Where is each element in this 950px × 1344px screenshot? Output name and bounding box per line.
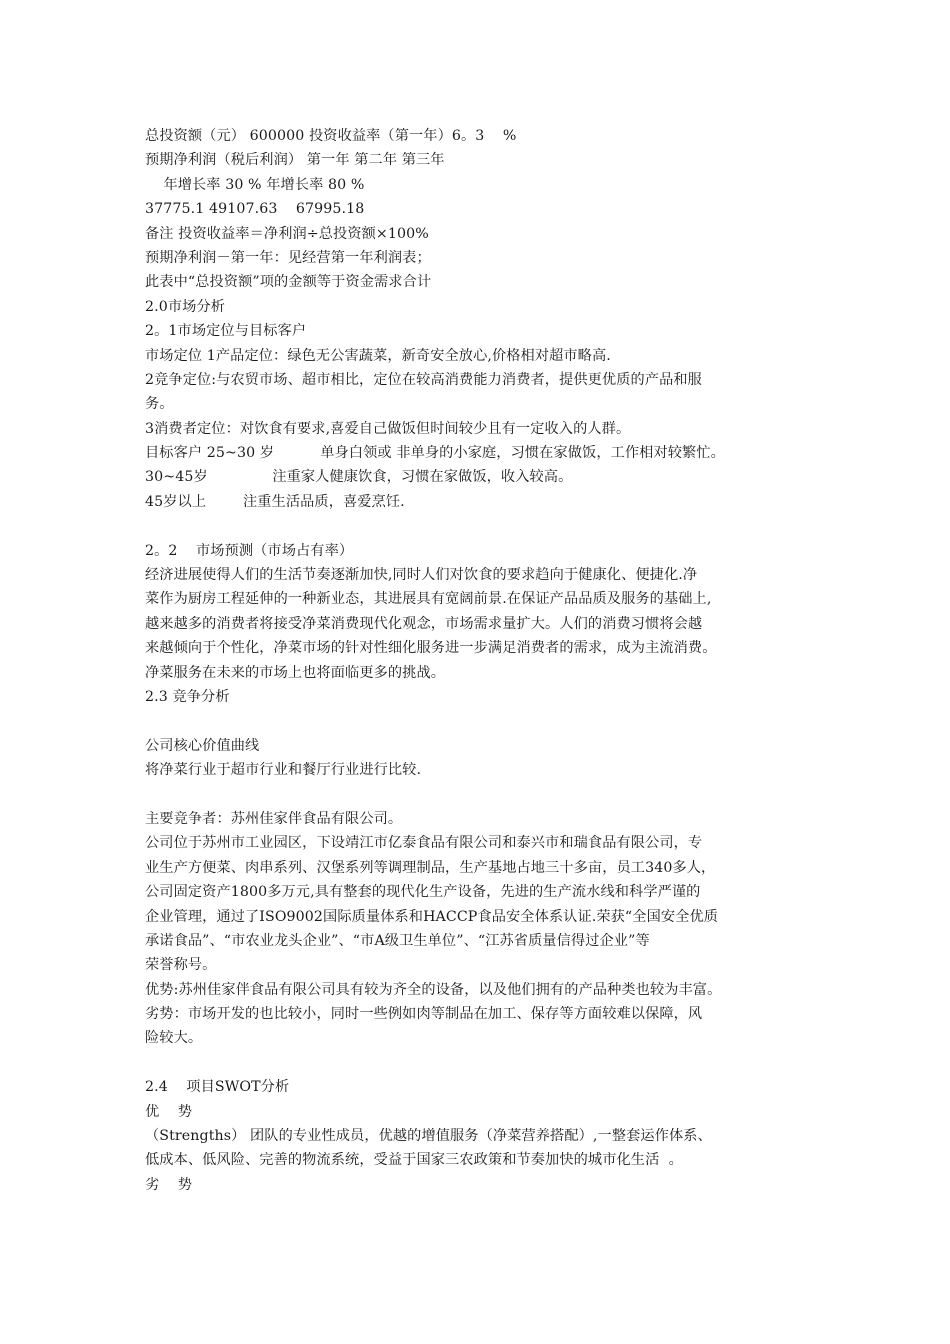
section-heading-2-0: 2.0市场分析: [145, 298, 226, 315]
paragraph-line: 将净菜行业于超市行业和餐厅行业进行比较.: [145, 762, 422, 779]
note-line: 预期净利润－第一年：见经营第一年利润表；: [145, 249, 431, 266]
paragraph-line: 务。: [145, 396, 174, 413]
strength-line: 优势:苏州佳家伴食品有限公司具有较为齐全的设备，以及他们拥有的产品种类也较为丰富。: [145, 981, 722, 998]
paragraph-line: 2竞争定位:与农贸市场、超市相比，定位在较高消费能力消费者，提供更优质的产品和服: [145, 371, 702, 388]
paragraph-line: 市场定位 1产品定位：绿色无公害蔬菜，新奇安全放心,价格相对超市略高.: [145, 347, 611, 364]
weakness-line: 劣势：市场开发的也比较小，同时一些例如肉等制品在加工、保存等方面较难以保障，风: [145, 1006, 703, 1023]
net-profit-values-line: 37775.1 49107.63 67995.18: [145, 201, 365, 218]
paragraph-line: （Strengths） 团队的专业性成员，优越的增值服务（净菜营养搭配）,一整套运作体系、: [145, 1128, 712, 1145]
investment-summary-line: 总投资额（元） 600000 投资收益率（第一年）6。3 %: [145, 128, 517, 144]
paragraph-line: 公司核心价值曲线: [145, 737, 260, 754]
growth-rate-line: 年增长率 30 % 年增长率 80 %: [145, 176, 365, 193]
paragraph-line: 公司固定资产1800多万元,具有整套的现代化生产设备，先进的生产流水线和科学严谨的: [145, 884, 701, 901]
swot-strengths-heading: 优 势: [145, 1103, 193, 1120]
note-line: 此表中“总投资额”项的金额等于资金需求合计: [145, 274, 432, 291]
paragraph-line: 经济进展使得人们的生活节奏逐渐加快,同时人们对饮食的要求趋向于健康化、便捷化.净: [145, 567, 698, 584]
paragraph-line: 来越倾向于个性化，净菜市场的针对性细化服务进一步满足消费者的需求，成为主流消费。: [145, 640, 717, 657]
competitor-line: 主要竞争者：苏州佳家伴食品有限公司。: [145, 810, 403, 827]
blank-line: [145, 709, 835, 733]
note-line: 备注 投资收益率＝净利润÷总投资额×100%: [145, 225, 429, 242]
paragraph-line: 业生产方便菜、肉串系列、汉堡系列等调理制品，生产基地占地三十多亩，员工340多人，: [145, 859, 716, 876]
section-heading-2-2: 2。2 市场预测（市场占有率）: [145, 542, 354, 559]
blank-line: [145, 1051, 835, 1075]
paragraph-line: 菜作为厨房工程延伸的一种新业态，其进展具有宽阔前景.在保证产品品质及服务的基础上,: [145, 591, 712, 608]
blank-line: [145, 514, 835, 538]
paragraph-line: 越来越多的消费者将接受净菜消费现代化观念，市场需求量扩大。人们的消费习惯将会越: [145, 615, 703, 632]
target-customer-line: 45岁以上 注重生活品质，喜爱烹饪.: [145, 493, 405, 510]
paragraph-line: 3消费者定位：对饮食有要求,喜爱自己做饭但时间较少且有一定收入的人群。: [145, 420, 631, 437]
weakness-line: 险较大。: [145, 1030, 203, 1047]
paragraph-line: 净菜服务在未来的市场上也将面临更多的挑战。: [145, 664, 446, 681]
target-customer-line: 30~45岁 注重家人健康饮食，习惯在家做饭，收入较高。: [145, 469, 573, 486]
paragraph-line: 荣誉称号。: [145, 957, 217, 974]
paragraph-line: 公司位于苏州市工业园区，下设靖江市亿泰食品有限公司和泰兴市和瑞食品有限公司，专: [145, 835, 703, 852]
target-customer-line: 目标客户 25~30 岁 单身白领或 非单身的小家庭，习惯在家做饭，工作相对较繁忙。: [145, 445, 725, 462]
blank-line: [145, 783, 835, 807]
paragraph-line: 低成本、低风险、完善的物流系统，受益于国家三农政策和节奏加快的城市化生活 。: [145, 1152, 683, 1169]
section-heading-2-3: 2.3 竞争分析: [145, 688, 230, 705]
paragraph-line: 企业管理，通过了ISO9002国际质量体系和HACCP食品安全体系认证.荣获“全国安全优质: [145, 908, 719, 925]
swot-weaknesses-heading: 劣 势: [145, 1176, 193, 1193]
net-profit-header-line: 预期净利润（税后利润） 第一年 第二年 第三年: [145, 152, 445, 169]
section-heading-2-1: 2。1市场定位与目标客户: [145, 323, 307, 340]
section-heading-2-4: 2.4 项目SWOT分析: [145, 1079, 290, 1096]
document-page: [145, 124, 835, 1197]
paragraph-line: 承诺食品”、“市农业龙头企业”、“市A级卫生单位”、“江苏省质量信得过企业”等: [145, 932, 650, 949]
